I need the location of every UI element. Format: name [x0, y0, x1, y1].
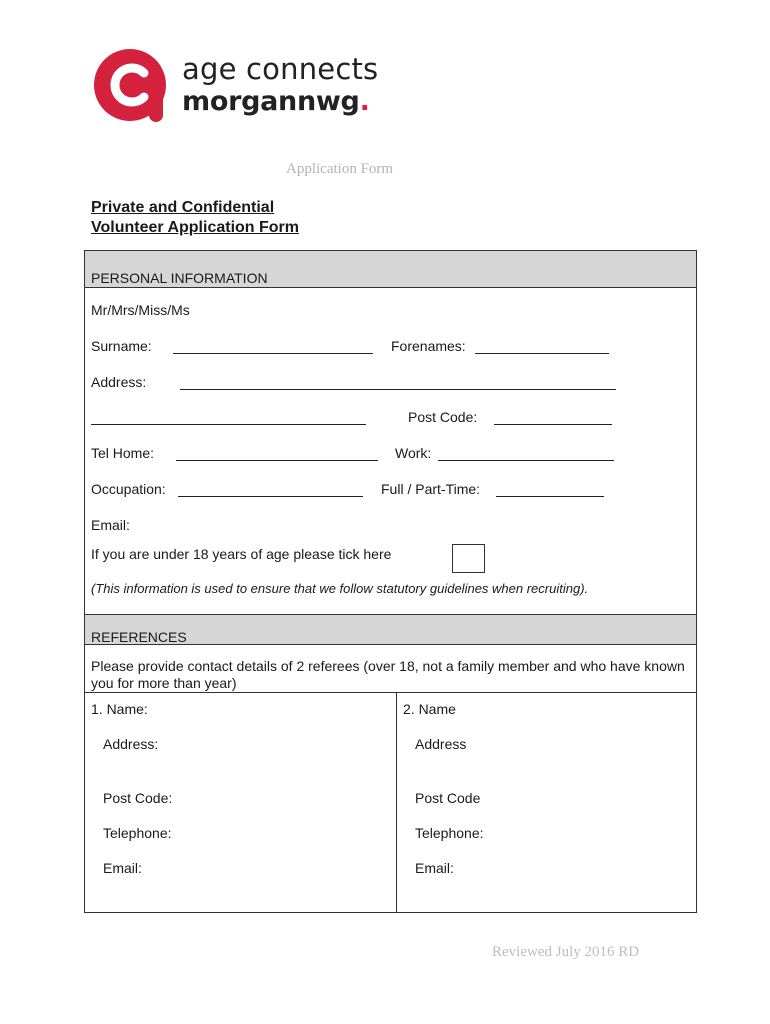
- referee2-postcode-label: Post Code: [415, 790, 481, 806]
- full-part-time-label: Full / Part-Time:: [381, 481, 481, 497]
- postcode-label: Post Code:: [408, 409, 478, 425]
- address-label: Address:: [91, 374, 147, 390]
- full-part-time-field[interactable]: [496, 482, 604, 497]
- referee2-email-label: Email:: [415, 860, 454, 876]
- logo-wordmark-line1: age connects: [182, 52, 379, 86]
- referee2-telephone-label: Telephone:: [415, 825, 484, 841]
- work-field[interactable]: [438, 446, 614, 461]
- forenames-label: Forenames:: [391, 338, 466, 354]
- title-label: Mr/Mrs/Miss/Ms: [91, 302, 190, 318]
- email-label: Email:: [91, 517, 130, 533]
- occupation-label: Occupation:: [91, 481, 166, 497]
- address-field-line1[interactable]: [180, 375, 616, 390]
- references-section-title: REFERENCES: [91, 629, 187, 645]
- referee1-address-label: Address:: [103, 736, 159, 752]
- occupation-field[interactable]: [178, 482, 363, 497]
- referee1-postcode-label: Post Code:: [103, 790, 173, 806]
- form-title-line1: Private and Confidential: [91, 199, 275, 216]
- referee-column-divider: [396, 692, 397, 913]
- referee2-address-label: Address: [415, 736, 467, 752]
- logo-dot: .: [359, 86, 370, 117]
- tel-home-label: Tel Home:: [91, 445, 155, 461]
- header-note: Application Form: [286, 161, 394, 177]
- footer-note: Reviewed July 2016 RD: [492, 944, 640, 960]
- referee1-name-label: 1. Name:: [91, 701, 148, 717]
- logo-wordmark-name: morgannwg: [182, 86, 360, 117]
- tel-home-field[interactable]: [176, 446, 378, 461]
- postcode-field[interactable]: [494, 410, 612, 425]
- personal-section-title: PERSONAL INFORMATION: [91, 270, 268, 286]
- references-instructions: Please provide contact details of 2 referees (over 18, not a family member and who have known you for more than year): [91, 658, 685, 691]
- statutory-note: (This information is used to ensure that we follow statutory guidelines when recruiting).: [91, 581, 589, 596]
- under-18-label: If you are under 18 years of age please tick here: [91, 546, 392, 562]
- address-field-line2[interactable]: [91, 410, 366, 425]
- referee1-telephone-label: Telephone:: [103, 825, 172, 841]
- surname-label: Surname:: [91, 338, 152, 354]
- under-18-checkbox[interactable]: [452, 544, 485, 573]
- logo-wordmark-line2: [182, 86, 370, 117]
- referee2-name-label: 2. Name: [403, 701, 456, 717]
- referee1-email-label: Email:: [103, 860, 142, 876]
- forenames-field[interactable]: [475, 339, 609, 354]
- age-connects-logo-icon: [93, 48, 167, 126]
- references-section-header: [85, 614, 696, 645]
- work-label: Work:: [395, 445, 432, 461]
- references-divider: [85, 692, 696, 693]
- personal-section-header: [85, 251, 696, 288]
- form-title-line2: Volunteer Application Form: [91, 219, 300, 236]
- surname-field[interactable]: [173, 339, 373, 354]
